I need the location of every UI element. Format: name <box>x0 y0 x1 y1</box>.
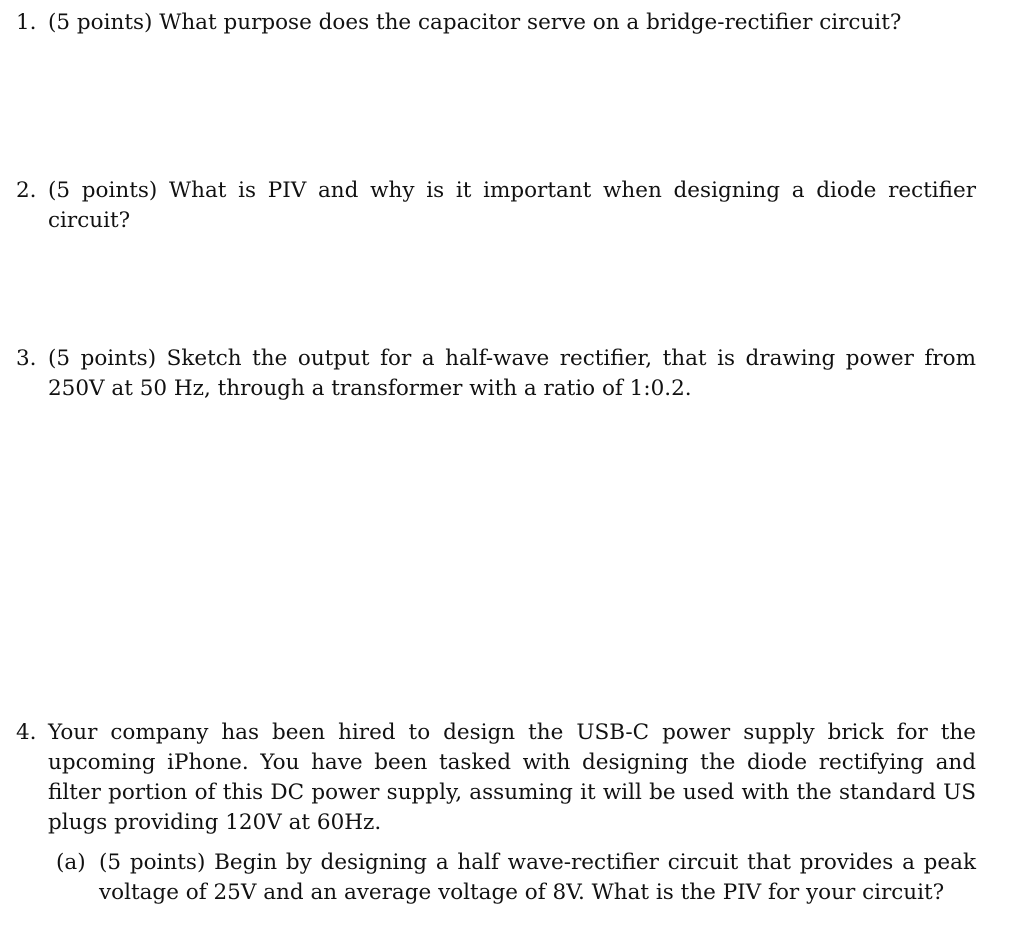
question-2 <box>16 176 976 236</box>
question-1 <box>16 8 976 38</box>
question-text: (5 points) What is PIV and why is it important when designing a diode rectifier circuit? <box>48 178 976 233</box>
question-number: 2. <box>16 178 37 203</box>
question-text: (5 points) What purpose does the capacitor serve on a bridge-rectifier circuit? <box>48 10 902 35</box>
question-number: 3. <box>16 346 37 371</box>
sub-question-label: (a) <box>56 850 86 875</box>
question-text: Your company has been hired to design the USB-C power supply brick for the upcoming iPhone. You have been tasked with designing the diode rectifying and filter portion of this DC power supply, assuming it will be used with the standard US plugs providing 120V at 60Hz. <box>48 720 976 835</box>
question-number: 1. <box>16 10 37 35</box>
sub-question-text: (5 points) Begin by designing a half wave-rectifier circuit that provides a peak voltage of 25V and an average voltage of 8V. What is the PIV for your circuit? <box>99 850 976 905</box>
question-number: 4. <box>16 720 37 745</box>
question-3 <box>16 344 976 404</box>
question-4a <box>56 848 976 908</box>
question-4 <box>16 718 976 838</box>
question-text: (5 points) Sketch the output for a half-wave rectifier, that is drawing power from 250V at 50 Hz, through a transformer with a ratio of 1:0.2. <box>48 346 976 401</box>
